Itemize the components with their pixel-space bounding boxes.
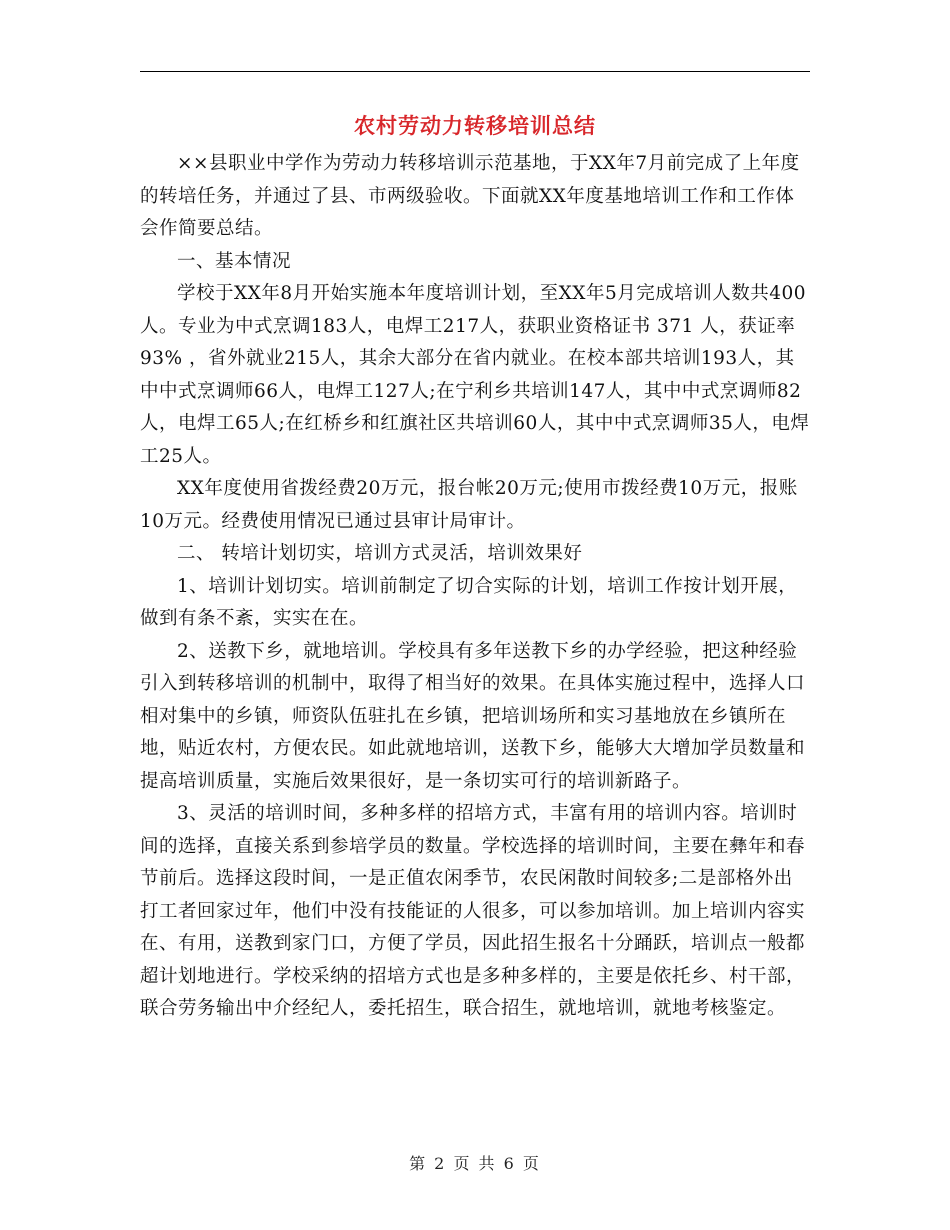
page-indicator: 第 2 页 共 6 页 — [409, 1154, 541, 1173]
paragraph-intro: ××县职业中学作为劳动力转移培训示范基地，于XX年7月前完成了上年度的转培任务，并通过了县、市两级验收。下面就XX年度基地培训工作和工作体会作简要总结。 — [140, 153, 800, 239]
paragraph-funding: XX年度使用省拨经费20万元，报台帐20万元;使用市拨经费10万元，报账10万元。经费使用情况已通过县审计局审计。 — [140, 478, 798, 532]
document-body — [140, 148, 810, 1026]
paragraph-point-2: 2、送教下乡，就地培训。学校具有多年送教下乡的办学经验，把这种经验引入到转移培训的机制中，取得了相当好的效果。在具体实施过程中，选择人口相对集中的乡镇，师资队伍驻扎在乡镇，把培训场所和实习基地放在乡镇所在地，贴近农村，方便农民。如此就地培训，送教下乡，能够大大增加学员数量和提高培训质量，实施后效果很好，是一条切实可行的培训新路子。 — [140, 640, 806, 792]
paragraph-point-3: 3、灵活的培训时间，多种多样的招培方式，丰富有用的培训内容。培训时间的选择，直接关系到参培学员的数量。学校选择的培训时间，主要在彝年和春节前后。选择这段时间，一是正值农闲季节，农民闲散时间较多;二是部格外出打工者回家过年，他们中没有技能证的人很多，可以参加培训。加上培训内容实在、有用，送教到家门口，方便了学员，因此招生报名十分踊跃，培训点一般都超计划地进行。学校采纳的招培方式也是多种多样的，主要是依托乡、村干部，联合劳务输出中介经纪人，委托招生，联合招生，就地培训，就地考核鉴定。 — [140, 803, 806, 1019]
section-heading-basic: 一、基本情况 — [177, 250, 292, 272]
paragraph-basic-stats: 学校于XX年8月开始实施本年度培训计划，至XX年5月完成培训人数共400人。专业为中式烹调183人，电焊工217人，获职业资格证书 371 人，获证率93% ，省外就业215人，其余大部分在省内就业。在校本部共培训193人，其中中式烹调师66人，电焊工127人;在宁利乡共培训147人，其中中式烹调师82人，电焊工65人;在红桥乡和红旗社区共培训60人，其中中式烹调师35人，电焊工25人。 — [140, 283, 810, 467]
document-title: 农村劳动力转移培训总结 — [354, 114, 596, 138]
paragraph-point-1: 1、培训计划切实。培训前制定了切合实际的计划，培训工作按计划开展，做到有条不紊，实实在在。 — [140, 575, 798, 629]
section-heading-plan: 二、 转培计划切实，培训方式灵活，培训效果好 — [177, 543, 583, 564]
header-rule — [140, 71, 810, 72]
